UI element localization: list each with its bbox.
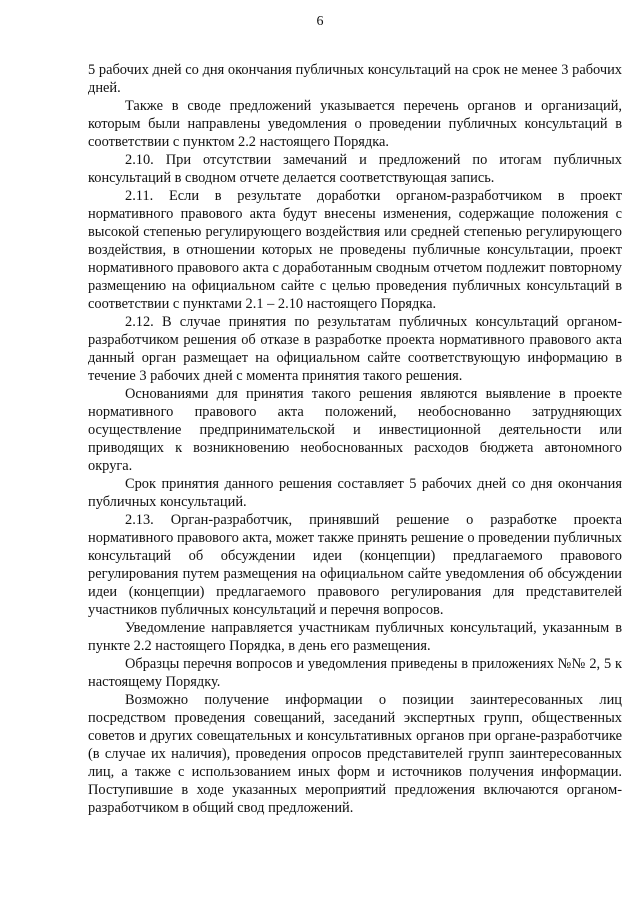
paragraph-2-10: 2.10. При отсутствии замечаний и предложений по итогам публичных консультаций в сводном отчете делается соответствующая запись. bbox=[88, 152, 622, 186]
paragraph-templates: Образцы перечня вопросов и уведомления приведены в приложениях №№ 2, 5 к настоящему Порядку. bbox=[88, 656, 622, 690]
page-number: 6 bbox=[316, 14, 324, 29]
paragraph-notification: Уведомление направляется участникам публичных консультаций, указанным в пункте 2.2 настоящего Порядка, в день его размещения. bbox=[88, 620, 622, 654]
paragraph-2-11: 2.11. Если в результате доработки органом-разработчиком в проект нормативного правового акта будут внесены изменения, содержащие положения с высокой степенью регулирующего воздействия или средней степенью регулирующего воздействия, в отношении которых не проведены публичные консультации, проект нормативного правового акта с доработанным сводным отчетом подлежит повторному размещению на официальном сайте с целью проведения публичных консультаций в соответствии с пунктами 2.1 – 2.10 настоящего Порядка. bbox=[88, 188, 622, 312]
paragraph-organizations-list: Также в своде предложений указывается перечень органов и организаций, которым были направлены уведомления о проведении публичных консультаций в соответствии с пунктом 2.2 настоящего Порядка. bbox=[88, 98, 622, 150]
document-body bbox=[88, 61, 622, 817]
paragraph-grounds: Основаниями для принятия такого решения являются выявление в проекте нормативного правового акта положений, необоснованно затрудняющих осуществление предпринимательской и инвестиционной деятельности или приводящих к возникновению необоснованных расходов бюджета автономного округа. bbox=[88, 386, 622, 474]
paragraph-2-12: 2.12. В случае принятия по результатам публичных консультаций органом-разработчиком решения об отказе в разработке проекта нормативного правового акта данный орган размещает на официальном сайте соответствующую информацию в течение 3 рабочих дней с момента принятия такого решения. bbox=[88, 314, 622, 384]
paragraph-decision-term: Срок принятия данного решения составляет 5 рабочих дней со дня окончания публичных консультаций. bbox=[88, 476, 622, 510]
paragraph-continuation: 5 рабочих дней со дня окончания публичных консультаций на срок не менее 3 рабочих дней. bbox=[88, 62, 622, 96]
paragraph-stakeholder-info: Возможно получение информации о позиции заинтересованных лиц посредством проведения совещаний, заседаний экспертных групп, общественных советов и других совещательных и консультативных органов при органе-разработчике (в случае их наличия), проведения опросов представителей групп заинтересованных лиц, а также с использованием иных форм и источников получения информации. Поступившие в ходе указанных мероприятий предложения включаются органом-разработчиком в общий свод предложений. bbox=[88, 692, 622, 816]
paragraph-2-13: 2.13. Орган-разработчик, принявший решение о разработке проекта нормативного правового акта, может также принять решение о проведении публичных консультаций об обсуждении идеи (концепции) предлагаемого правового регулирования путем размещения на официальном сайте уведомления об обсуждении идеи (концепции) предлагаемого правового регулирования для представителей участников публичных консультаций и перечня вопросов. bbox=[88, 512, 622, 618]
